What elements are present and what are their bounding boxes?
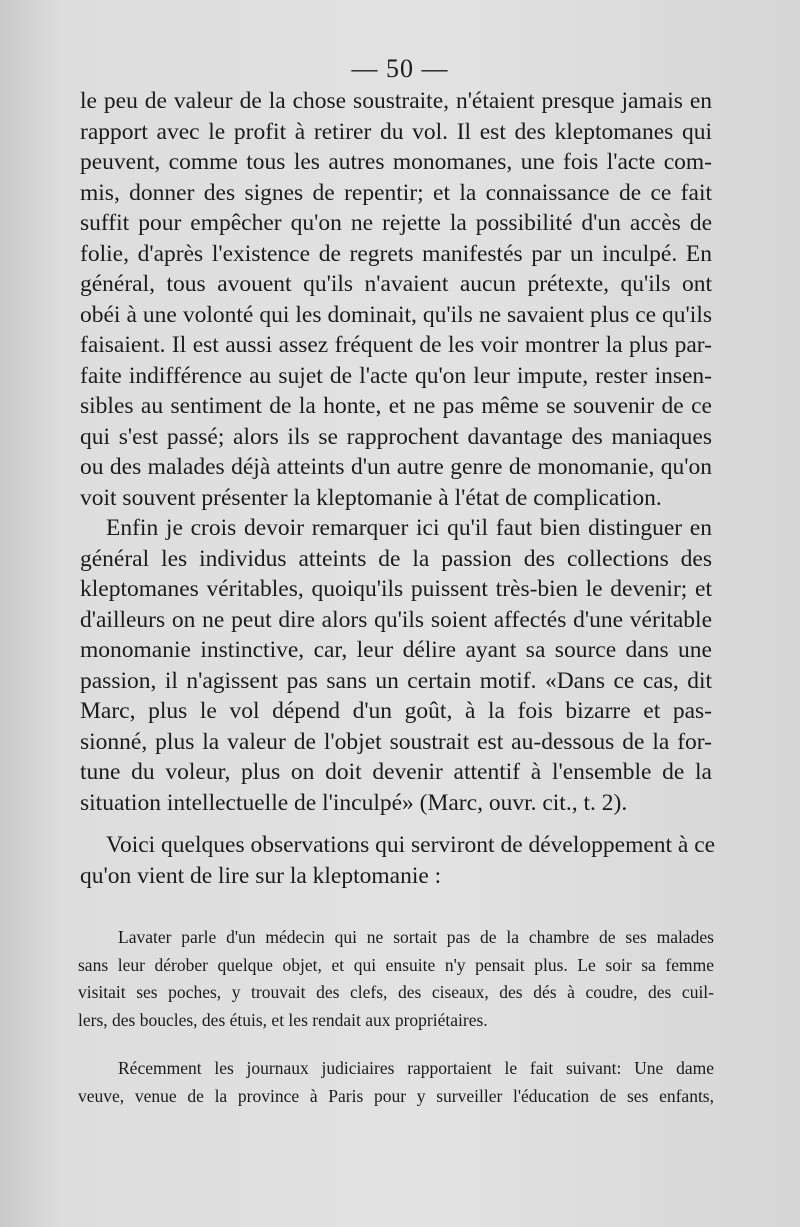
note-text-line: veuve, venue de la province à Paris pour y surveiller l'éducation de ses enfants, <box>78 1085 714 1106</box>
note-paragraph <box>78 1055 714 1110</box>
note-text-line: visitait ses poches, y trouvait des clefs, des ciseaux, des dés à coudre, des cuil- <box>78 982 714 1002</box>
footnote-block <box>78 924 714 1110</box>
body-text-line: qu'on vient de lire sur la kleptomanie : <box>80 862 442 889</box>
body-text-line: général les individus atteints de la passion des collections des <box>80 545 712 572</box>
body-text-line: Marc, plus le vol dépend d'un goût, à la fois bizarre et pas- <box>80 698 712 724</box>
body-text-line: faisaient. Il est aussi assez fréquent de les voir montrer la plus par- <box>80 332 712 358</box>
body-text-line: monomanie instinctive, car, leur délire ayant sa source dans une <box>80 637 712 663</box>
body-text-line: général, tous avouent qu'ils n'avaient aucun prétexte, qu'ils ont <box>80 271 712 297</box>
body-text-line: situation intellectuelle de l'inculpé» (Marc, ouvr. cit., t. 2). <box>80 789 628 816</box>
body-text-line: d'ailleurs on ne peut dire alors qu'ils soient affectés d'une véritable <box>80 606 712 633</box>
body-text-line: le peu de valeur de la chose soustraite, n'étaient presque jamais en <box>80 88 712 114</box>
body-text-line: Voici quelques observations qui serviront de développement à ce <box>106 832 716 858</box>
body-text-line: peuvent, comme tous les autres monomanes, une fois l'acte com- <box>80 149 712 175</box>
body-text-line: sionné, plus la valeur de l'objet soustrait est au-dessous de la for- <box>80 728 712 755</box>
body-text-line: faite indifférence au sujet de l'acte qu'on leur impute, rester insen- <box>80 362 712 389</box>
note-paragraph <box>78 924 714 1034</box>
body-text-line: ou des malades déjà atteints d'un autre genre de monomanie, qu'on <box>80 454 712 480</box>
page-number: — 50 — <box>351 54 449 83</box>
note-text-line: sans leur dérober quelque objet, et qui ensuite n'y pensait plus. Le soir sa femme <box>78 954 714 975</box>
body-text-line: obéi à une volonté qui les dominait, qu'ils ne savaient plus ce qu'ils <box>80 301 712 328</box>
body-text-line: mis, donner des signes de repentir; et la connaissance de ce fait <box>80 179 712 206</box>
body-text-line: suffit pour empêcher qu'on ne rejette la possibilité d'un accès de <box>80 210 712 236</box>
note-text-line: Lavater parle d'un médecin qui ne sortait pas de la chambre de ses malades <box>118 927 714 947</box>
body-text-line: Enfin je crois devoir remarquer ici qu'il faut bien distinguer en <box>106 515 712 541</box>
body-text-line: rapport avec le profit à retirer du vol. Il est des kleptomanes qui <box>80 118 712 145</box>
note-text-line: lers, des boucles, des étuis, et les rendait aux propriétaires. <box>78 1009 488 1030</box>
main-text <box>80 86 716 891</box>
body-text-line: folie, d'après l'existence de regrets manifestés par un inculpé. En <box>80 240 712 267</box>
body-text-line: passion, il n'agissent pas sans un certain motif. «Dans ce cas, dit <box>80 667 712 694</box>
note-text-line: Récemment les journaux judiciaires rapportaient le fait suivant: Une dame <box>118 1058 714 1078</box>
body-text-line: voit souvent présenter la kleptomanie à l'état de complication. <box>80 484 662 511</box>
body-text-line: sibles au sentiment de la honte, et ne pas même se souvenir de ce <box>80 393 712 419</box>
body-text-line: tune du voleur, plus on doit devenir attentif à l'ensemble de la <box>80 759 712 785</box>
body-text-line: qui s'est passé; alors ils se rapprochent davantage des maniaques <box>80 423 712 450</box>
body-text-line: kleptomanes véritables, quoiqu'ils puissent très-bien le devenir; et <box>80 576 712 602</box>
